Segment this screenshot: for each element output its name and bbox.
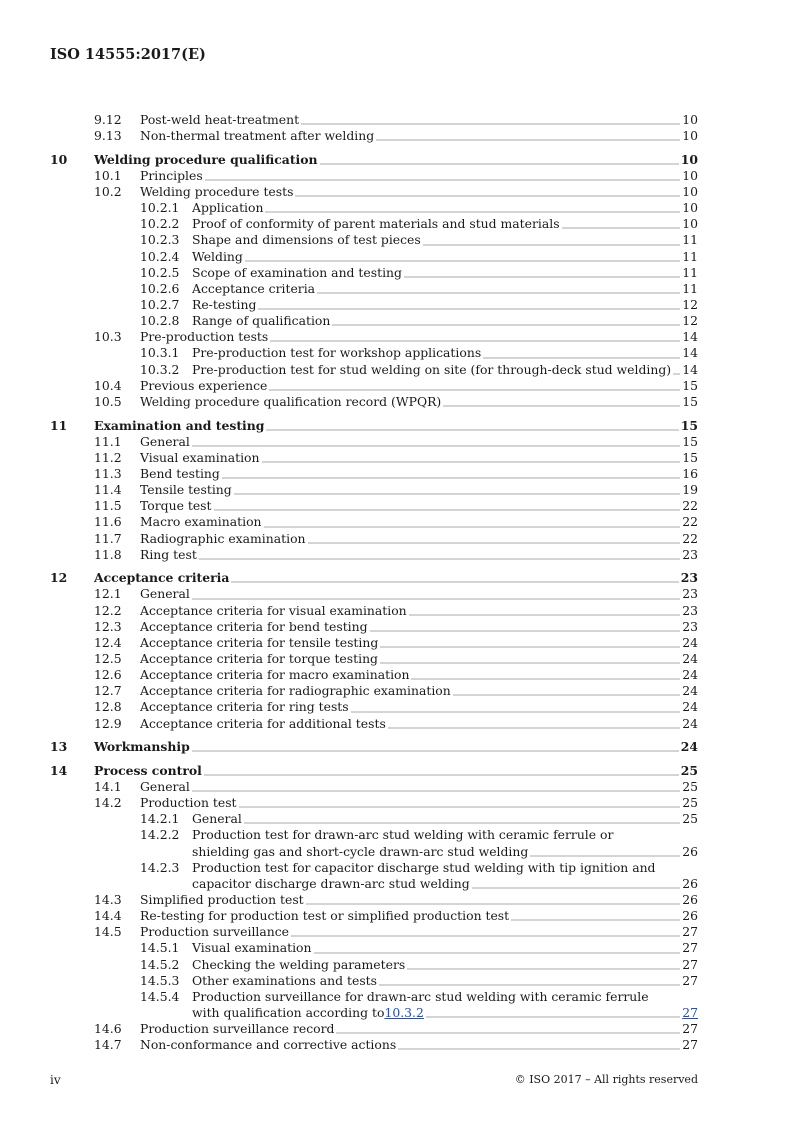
toc-entry-number: 14.5.2: [140, 956, 180, 972]
toc-entry-number: 12.9: [94, 715, 122, 731]
toc-entry[interactable]: [50, 482, 698, 498]
toc-entry[interactable]: [50, 619, 698, 635]
toc-page-number: 23: [680, 570, 698, 586]
toc-page-number: 24: [680, 739, 698, 755]
dot-leader: [379, 983, 680, 986]
toc-entry[interactable]: [50, 989, 698, 1021]
toc-entry-number: 10.1: [94, 167, 122, 183]
dot-leader: [244, 821, 680, 824]
dot-leader: [483, 356, 680, 359]
page-number: iv: [50, 1073, 61, 1087]
toc-page-number: 24: [682, 699, 698, 715]
toc-entry-title: Acceptance criteria for visual examination: [140, 602, 407, 618]
toc-entry-number: 11.3: [94, 465, 122, 481]
toc-entry[interactable]: [50, 603, 698, 619]
toc-entry[interactable]: [50, 531, 698, 547]
toc-entry-number: 14.5.3: [140, 972, 180, 988]
toc-page-number: 12: [682, 297, 698, 313]
toc-page-number[interactable]: 27: [682, 1004, 698, 1020]
dot-leader: [205, 178, 681, 181]
dot-leader: [320, 162, 679, 165]
toc-entry-number: 12.3: [94, 618, 122, 634]
toc-entry-title: Range of qualification: [192, 313, 331, 329]
toc-page-number: 26: [682, 875, 698, 891]
toc-page-number: 24: [682, 715, 698, 731]
toc-chapter-entry[interactable]: [50, 418, 698, 434]
toc-entry[interactable]: [50, 908, 698, 924]
toc-entry-title: Scope of examination and testing: [192, 264, 402, 280]
toc-entry-title: Acceptance criteria: [94, 570, 230, 586]
toc-entry-title: with qualification according to: [192, 1004, 385, 1020]
toc-entry-title: Non-conformance and corrective actions: [140, 1037, 397, 1053]
toc-chapter-entry[interactable]: [50, 570, 698, 586]
dot-leader: [245, 259, 680, 262]
toc-entry-number: 13: [50, 739, 68, 755]
toc-entry-number: 9.13: [94, 128, 122, 144]
dot-leader: [192, 789, 680, 792]
dot-leader: [336, 1031, 680, 1034]
cross-reference-link[interactable]: 10.3.2: [384, 1004, 424, 1020]
dot-leader: [204, 773, 679, 776]
toc-entry[interactable]: [50, 466, 698, 482]
toc-entry-title: Torque test: [140, 498, 212, 514]
toc-page-number: 25: [682, 795, 698, 811]
toc-entry[interactable]: [50, 892, 698, 908]
toc-entry-title: Simplified production test: [140, 892, 304, 907]
toc-entry-title: Radiographic examination: [140, 530, 306, 546]
toc-page-number: 23: [682, 602, 698, 618]
dot-leader: [266, 428, 678, 431]
dot-leader: [411, 677, 680, 680]
toc-page-number: 25: [680, 762, 698, 778]
toc-entry-title: Acceptance criteria for torque testing: [140, 651, 378, 666]
toc-entry[interactable]: [50, 200, 698, 216]
toc-page-number: 22: [682, 498, 698, 514]
dot-leader: [530, 854, 680, 857]
toc-entry-title: General: [192, 811, 242, 827]
toc-entry-number: 14.6: [94, 1021, 122, 1037]
dot-leader: [380, 645, 680, 648]
copyright-notice: © ISO 2017 – All rights reserved: [514, 1073, 698, 1086]
toc-entry-number: 12: [50, 570, 68, 586]
toc-entry-number: 10.2.3: [140, 232, 180, 248]
toc-entry-number: 12.7: [94, 683, 122, 699]
toc-entry[interactable]: [50, 1021, 698, 1037]
toc-entry-number: 14.4: [94, 908, 122, 924]
toc-entry-title: Non-thermal treatment after welding: [140, 128, 375, 144]
toc-entry-title: Acceptance criteria for tensile testing: [140, 634, 379, 650]
toc-entry-number: 14.7: [94, 1037, 122, 1053]
toc-entry-number: 10: [50, 151, 68, 167]
toc-entry[interactable]: [50, 683, 698, 699]
toc-entry[interactable]: [50, 860, 698, 892]
toc-entry-title: Ring test: [140, 546, 197, 562]
toc-entry-title: Previous experience: [140, 377, 268, 393]
toc-entry-number: 10.2.1: [140, 200, 180, 216]
toc-page-number: 11: [682, 280, 698, 296]
toc-page-number: 11: [682, 248, 698, 264]
toc-entry-number: 11.6: [94, 514, 122, 530]
toc-page-number: 14: [682, 361, 698, 377]
toc-entry[interactable]: [50, 216, 698, 232]
toc-entry-title: Production test for drawn-arc stud welding with ceramic ferrule or: [192, 827, 614, 843]
toc-entry[interactable]: [50, 779, 698, 795]
toc-entry-number: 12.5: [94, 651, 122, 666]
toc-entry[interactable]: [50, 924, 698, 940]
toc-entry-number: 12.4: [94, 634, 122, 650]
dot-leader: [511, 918, 680, 921]
toc-page-number: 27: [682, 940, 698, 956]
toc-entry-title: Bend testing: [140, 465, 220, 481]
dot-leader: [301, 122, 680, 125]
toc-page-number: 25: [682, 778, 698, 794]
toc-page-number: 27: [682, 972, 698, 988]
dot-leader: [426, 1015, 680, 1018]
toc-entry-title: Production surveillance: [140, 924, 290, 940]
dot-leader: [423, 243, 680, 246]
toc-page-number: 10: [682, 112, 698, 127]
dot-leader: [453, 693, 680, 696]
toc-entry-title: shielding gas and short-cycle drawn-arc stud welding: [192, 843, 529, 859]
toc-entry[interactable]: [50, 795, 698, 811]
toc-entry-title: General: [140, 433, 190, 449]
toc-entry-title: Production surveillance record: [140, 1021, 335, 1037]
toc-entry-title: Production test: [140, 795, 237, 811]
toc-entry-title: Pre-production tests: [140, 329, 269, 345]
dot-leader: [214, 508, 681, 511]
dot-leader: [239, 805, 681, 808]
dot-leader: [317, 291, 680, 294]
toc-entry-title: General: [140, 586, 190, 602]
toc-entry-number: 11.4: [94, 482, 122, 498]
toc-entry[interactable]: [50, 450, 698, 466]
toc-entry-number: 10.5: [94, 393, 122, 409]
toc-entry-title: Shape and dimensions of test pieces: [192, 232, 421, 248]
toc-entry-number: 14.2.3: [140, 859, 180, 875]
dot-leader: [192, 597, 680, 600]
toc-entry-title: Principles: [140, 167, 203, 183]
toc-entry[interactable]: [50, 716, 698, 732]
toc-entry-title: Pre-production test for workshop applications: [192, 345, 482, 361]
toc-entry-title: Post-weld heat-treatment: [140, 112, 300, 127]
toc-page-number: 10: [682, 167, 698, 183]
dot-leader: [231, 580, 678, 583]
toc-entry-title: Acceptance criteria for radiographic examination: [140, 683, 451, 699]
toc-page-number: 15: [682, 433, 698, 449]
toc-page-number: 15: [682, 449, 698, 465]
dot-leader: [351, 710, 681, 713]
toc-entry[interactable]: [50, 362, 698, 378]
toc-entry-title: Production test for capacitor discharge stud welding with tip ignition and: [192, 859, 656, 875]
toc-entry-number: 12.2: [94, 602, 122, 618]
toc-page-number: 15: [682, 377, 698, 393]
toc-entry-number: 12.6: [94, 667, 122, 683]
dot-leader: [370, 629, 681, 632]
toc-entry[interactable]: [50, 957, 698, 973]
toc-entry-title: Proof of conformity of parent materials and stud materials: [192, 216, 560, 232]
toc-entry-title: Workmanship: [94, 739, 190, 755]
toc-entry[interactable]: [50, 378, 698, 394]
toc-page-number: 24: [682, 667, 698, 683]
toc-entry-title: Acceptance criteria for bend testing: [140, 618, 368, 634]
toc-page-number: 26: [682, 892, 698, 907]
toc-page-number: 23: [682, 618, 698, 634]
toc-page-number: 25: [682, 811, 698, 827]
toc-entry[interactable]: [50, 635, 698, 651]
toc-page-number: 27: [682, 1021, 698, 1037]
toc-entry-number: 11.8: [94, 546, 122, 562]
toc-entry-title: Welding procedure qualification record (WPQR): [140, 393, 442, 409]
toc-entry-title: Visual examination: [192, 940, 312, 956]
toc-entry-number: 10.2.4: [140, 248, 180, 264]
toc-entry[interactable]: [50, 498, 698, 514]
toc-entry[interactable]: [50, 1037, 698, 1053]
toc-entry-title: Acceptance criteria for additional tests: [140, 715, 386, 731]
toc-entry-title: Re-testing: [192, 297, 257, 313]
toc-page-number: 27: [682, 924, 698, 940]
toc-entry[interactable]: [50, 973, 698, 989]
toc-page-number: 23: [682, 546, 698, 562]
toc-page-number: 26: [682, 908, 698, 924]
toc-entry-number: 12.8: [94, 699, 122, 715]
toc-page-number: 24: [682, 634, 698, 650]
toc-entry-number: 10.4: [94, 377, 122, 393]
toc-entry-number: 11.5: [94, 498, 122, 514]
toc-entry-title: Macro examination: [140, 514, 262, 530]
toc-entry-title: Production surveillance for drawn-arc stud welding with ceramic ferrule: [192, 988, 649, 1004]
toc-page-number: 22: [682, 530, 698, 546]
toc-entry[interactable]: [50, 434, 698, 450]
toc-page-number: 19: [682, 482, 698, 498]
toc-entry[interactable]: [50, 249, 698, 265]
toc-entry-number: 14.5.4: [140, 988, 180, 1004]
toc-entry[interactable]: [50, 827, 698, 859]
toc-entry-number: 14.5.1: [140, 940, 180, 956]
toc-entry-title: Checking the welding parameters: [192, 956, 406, 972]
toc-entry-title: Re-testing for production test or simplified production test: [140, 908, 510, 924]
toc-entry-title: Acceptance criteria for macro examination: [140, 667, 410, 683]
dot-leader: [407, 967, 680, 970]
toc-entry[interactable]: [50, 699, 698, 715]
toc-entry[interactable]: [50, 281, 698, 297]
toc-page-number: 27: [682, 956, 698, 972]
toc-entry[interactable]: [50, 811, 698, 827]
toc-entry-number: 10.3.1: [140, 345, 180, 361]
toc-entry[interactable]: [50, 586, 698, 602]
dot-leader: [562, 226, 681, 229]
toc-entry-number: 10.2: [94, 184, 122, 200]
toc-entry[interactable]: [50, 313, 698, 329]
toc-entry-number: 14.2: [94, 795, 122, 811]
dot-leader: [192, 749, 679, 752]
toc-entry-title: capacitor discharge drawn-arc stud welding: [192, 875, 470, 891]
toc-entry-number: 14.3: [94, 892, 122, 907]
toc-entry-number: 10.2.6: [140, 280, 180, 296]
dot-leader: [472, 886, 681, 889]
toc-entry[interactable]: [50, 128, 698, 144]
toc-entry-title: Acceptance criteria for ring tests: [140, 699, 349, 715]
toc-page-number: 12: [682, 313, 698, 329]
toc-page-number: 16: [682, 465, 698, 481]
toc-page-number: 10: [682, 184, 698, 200]
toc-chapter-entry[interactable]: [50, 739, 698, 755]
toc-entry[interactable]: [50, 184, 698, 200]
dot-leader: [306, 902, 681, 905]
toc-chapter-entry[interactable]: [50, 763, 698, 779]
toc-entry-number: 14.2.2: [140, 827, 180, 843]
toc-page-number: 24: [682, 683, 698, 699]
toc-entry-title: Tensile testing: [140, 482, 232, 498]
toc-entry-number: 12.1: [94, 586, 122, 602]
toc-entry-number: 11.7: [94, 530, 122, 546]
dot-leader: [409, 613, 681, 616]
toc-entry-number: 9.12: [94, 112, 122, 127]
toc-entry-title: Other examinations and tests: [192, 972, 378, 988]
toc-page-number: 23: [682, 586, 698, 602]
dot-leader: [398, 1047, 680, 1050]
toc-entry-title: Application: [192, 200, 264, 216]
dot-leader: [673, 372, 680, 375]
dot-leader: [258, 307, 680, 310]
toc-page-number: 22: [682, 514, 698, 530]
toc-entry-number: 14: [50, 762, 68, 778]
toc-entry[interactable]: [50, 345, 698, 361]
toc-entry[interactable]: [50, 547, 698, 563]
toc-page-number: 14: [682, 329, 698, 345]
dot-leader: [199, 557, 680, 560]
dot-leader: [388, 726, 680, 729]
toc-entry[interactable]: [50, 168, 698, 184]
toc-entry-number: 11.2: [94, 449, 122, 465]
toc-entry-number: 10.2.5: [140, 264, 180, 280]
table-of-contents: [50, 112, 698, 1053]
dot-leader: [270, 339, 680, 342]
dot-leader: [295, 194, 680, 197]
toc-entry[interactable]: [50, 265, 698, 281]
toc-entry-number: 10.2.2: [140, 216, 180, 232]
toc-page-number: 27: [682, 1037, 698, 1053]
toc-entry-number: 10.3: [94, 329, 122, 345]
toc-entry-title: Welding procedure qualification: [94, 151, 318, 167]
toc-entry[interactable]: [50, 112, 698, 128]
dot-leader: [222, 476, 680, 479]
dot-leader: [265, 210, 680, 213]
dot-leader: [291, 934, 680, 937]
toc-entry-number: 10.2.8: [140, 313, 180, 329]
dot-leader: [234, 492, 681, 495]
dot-leader: [264, 525, 681, 528]
dot-leader: [262, 460, 681, 463]
toc-entry-title: Process control: [94, 762, 202, 778]
toc-entry-title: Pre-production test for stud welding on site (for through-deck stud welding): [192, 361, 672, 377]
toc-page-number: 24: [682, 651, 698, 666]
toc-entry-number: 11.1: [94, 433, 122, 449]
toc-entry-number: 11: [50, 417, 68, 433]
toc-entry[interactable]: [50, 394, 698, 410]
document-id: ISO 14555:2017(E): [50, 46, 206, 63]
dot-leader: [269, 388, 680, 391]
toc-entry-title: Welding procedure tests: [140, 184, 294, 200]
toc-entry-number: 10.3.2: [140, 361, 180, 377]
dot-leader: [376, 138, 680, 141]
toc-entry[interactable]: [50, 940, 698, 956]
toc-page-number: 15: [682, 393, 698, 409]
dot-leader: [404, 275, 680, 278]
toc-entry[interactable]: [50, 514, 698, 530]
toc-entry-number: 10.2.7: [140, 297, 180, 313]
toc-page-number: 10: [680, 151, 698, 167]
toc-entry-title: Acceptance criteria: [192, 280, 316, 296]
toc-chapter-entry[interactable]: [50, 152, 698, 168]
dot-leader: [443, 404, 680, 407]
toc-entry[interactable]: [50, 651, 698, 667]
toc-entry-title: Visual examination: [140, 449, 260, 465]
toc-page-number: 10: [682, 128, 698, 144]
toc-page-number: 26: [682, 843, 698, 859]
toc-entry-title: Welding: [192, 248, 243, 264]
toc-page-number: 10: [682, 200, 698, 216]
toc-page-number: 14: [682, 345, 698, 361]
toc-page-number: 15: [680, 417, 698, 433]
dot-leader: [380, 661, 680, 664]
toc-page-number: 11: [682, 264, 698, 280]
toc-entry[interactable]: [50, 329, 698, 345]
toc-page-number: 10: [682, 216, 698, 232]
toc-entry[interactable]: [50, 232, 698, 248]
toc-entry-title: General: [140, 778, 190, 794]
dot-leader: [314, 951, 681, 954]
toc-entry[interactable]: [50, 297, 698, 313]
dot-leader: [192, 444, 680, 447]
dot-leader: [332, 323, 680, 326]
toc-entry-number: 14.2.1: [140, 811, 180, 827]
toc-entry-title: Examination and testing: [94, 417, 265, 433]
dot-leader: [308, 541, 681, 544]
toc-entry[interactable]: [50, 667, 698, 683]
toc-entry-number: 14.1: [94, 778, 122, 794]
toc-entry-number: 14.5: [94, 924, 122, 940]
toc-page-number: 11: [682, 232, 698, 248]
